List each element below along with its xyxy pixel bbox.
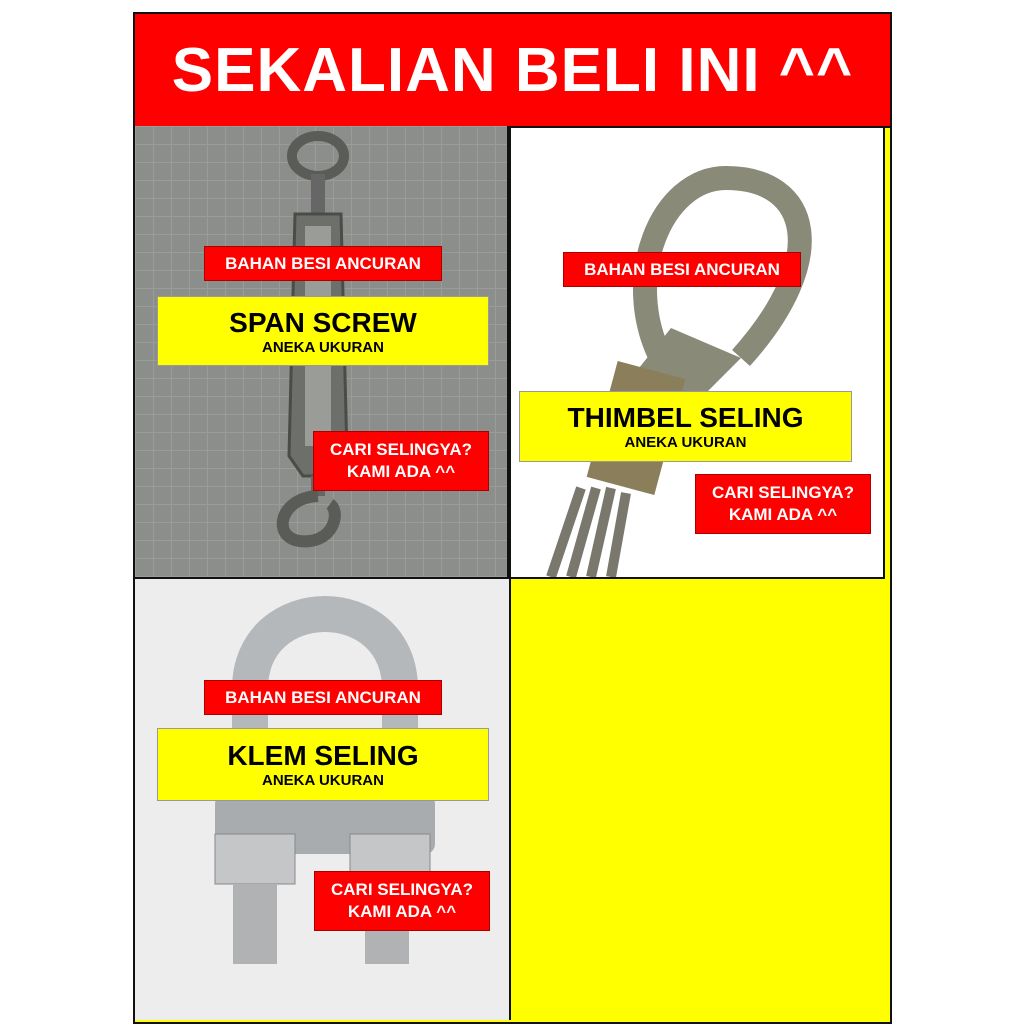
product-panel-klem-seling [135,579,511,1020]
cta-line1: CARI SELINGYA? [711,483,854,502]
material-badge: BAHAN BESI ANCURAN [204,680,442,715]
product-panel-thimbel-seling [509,126,885,579]
cta-badge [313,431,489,491]
cta-line1: CARI SELINGYA? [329,440,472,459]
product-name: THIMBEL SELING [567,402,804,433]
product-name: SPAN SCREW [229,306,417,338]
cta-badge [314,871,490,931]
product-sizes: ANEKA UKURAN [624,434,747,451]
material-badge: BAHAN BESI ANCURAN [563,252,801,287]
cta-line2: KAMI ADA ^^ [346,462,456,481]
cta-line2: KAMI ADA ^^ [728,505,838,524]
cta-badge [695,474,871,534]
header-banner [133,12,892,128]
product-sizes: ANEKA UKURAN [262,772,384,789]
poster-title: SEKALIAN BELI INI ^^ [171,35,854,105]
product-name: KLEM SELING [227,740,419,771]
product-panel-span-screw [135,126,509,579]
product-sizes: ANEKA UKURAN [262,338,384,356]
product-label [519,391,852,462]
cta-line2: KAMI ADA ^^ [347,902,457,921]
material-badge: BAHAN BESI ANCURAN [204,246,442,281]
product-label [157,728,489,801]
product-label [157,296,489,366]
cta-line1: CARI SELINGYA? [330,880,473,899]
